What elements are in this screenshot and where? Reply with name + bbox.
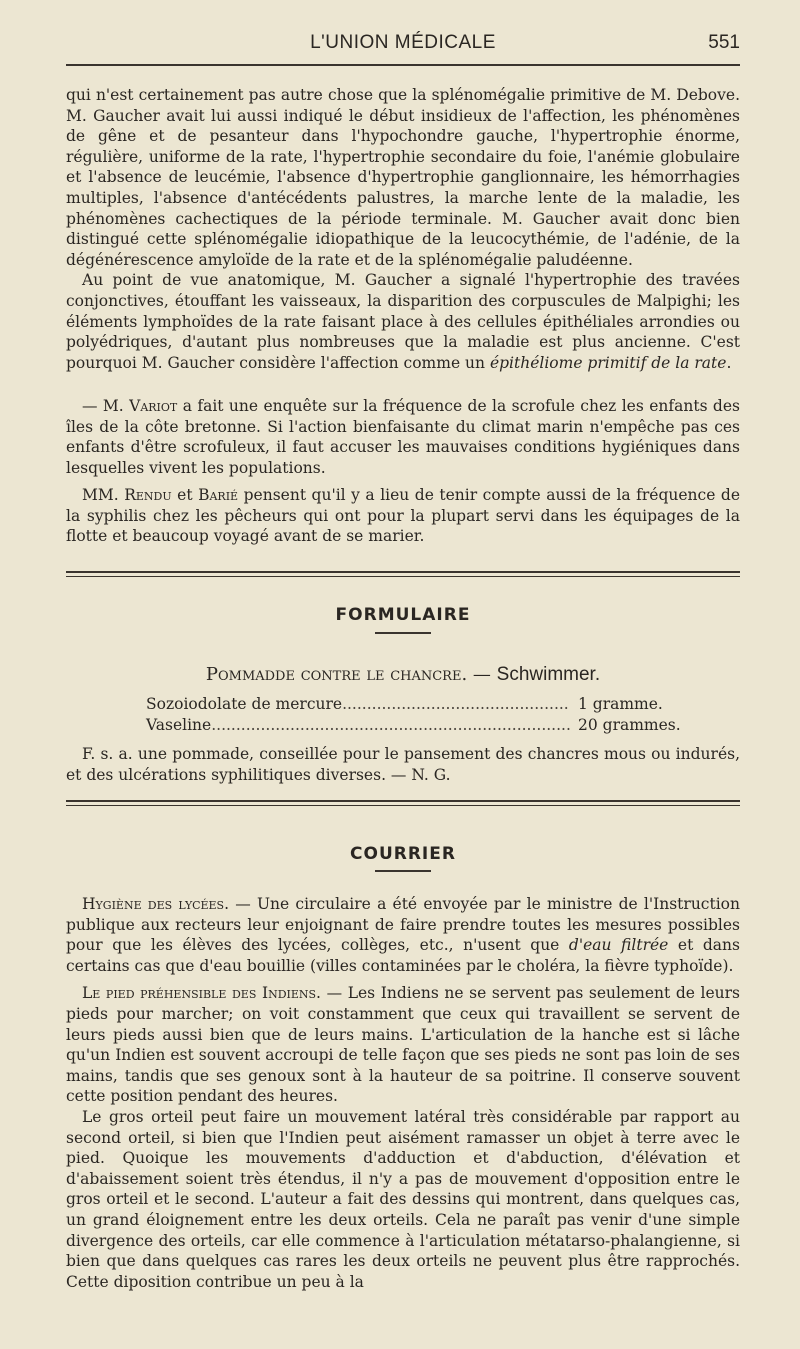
courrier-underline — [375, 870, 431, 872]
paragraph-rendu-block — [66, 485, 740, 547]
formulaire-underline — [375, 632, 431, 634]
dot-leader — [342, 695, 570, 713]
hygiene-text-end: et dans certains cas que d'eau bouillie (villes contaminées par le choléra, la fièvre typhoïde). — [66, 936, 740, 975]
formulaire-heading: FORMULAIRE — [335, 605, 471, 625]
hygiene-label: Hygiène des lycées. — [82, 895, 230, 913]
courrier-heading: COURRIER — [350, 844, 456, 864]
formula-title — [66, 664, 740, 686]
barie-name: Barié — [198, 486, 239, 504]
ingredient-name: Vaseline — [146, 716, 212, 734]
article-continuation — [66, 85, 740, 373]
ingredient-row — [146, 695, 666, 713]
paragraph-splenomegaly: qui n'est certainement pas autre chose que la splénomégalie primitive de M. Debove. M. Gaucher avait lui aussi indiqué le début insidieux de l'affection, les phénomènes de gêne et de pesanteur dans l'hypochondre gauche, l'hypertrophie énorme, régulière, uniforme de la rate, l'hypertrophie secondaire du foie, l'anémie globulaire et l'absence de leucémie, l'absence d'hypertrophie ganglionnaire, les hémorrhagies multiples, l'absence d'antécédents palustres, la marche lente de la maladie, les phénomènes cachectiques de la période terminale. M. Gaucher avait donc bien distingué cette splénomégalie idiopathique de la leucocythémie, de l'adénie, de la dégénérescence amyloïde de la rate et de la splénomégalie paludéenne. — [66, 86, 740, 269]
rendu-text: pensent qu'il y a lieu de tenir compte aussi de la fréquence de la syphilis chez les pêcheurs qui ont pour la plupart servi dans les équipages de la flotte et beaucoup voyagé avant de se marier. — [66, 486, 741, 546]
paragraph-orteil: Le gros orteil peut faire un mouvement latéral très considérable par rapport au second orteil, si bien que l'Indien peut aisément ramasser un objet à terre avec le pied. Quoique les mouvements d'adduction et d'abduction, d'élévation et d'abaissement soient très étendus, il n'y a pas de mouvement d'opposition entre le gros orteil et le second. L'auteur a fait des dessins qui montrent, dans quelques cas, un grand éloignement entre les deux orteils. Cela ne paraît pas venir d'une simple divergence des orteils, car elle commence à l'articulation métatarso-phalangienne, si bien que dans quelques cas rares les deux orteils ne peuvent plus être rapprochés. Cette diposition contribue un peu à la — [66, 1107, 740, 1291]
formula-dash: — — [472, 664, 491, 685]
formula-note-block — [66, 744, 740, 785]
hygiene-text: — Une circulaire a été envoyée par le ministre de l'Instruction publique aux recteurs leur enjoignant de faire prendre toutes les mesures possibles pour que les élèves des lycées, collèges, etc., n'usent que — [66, 895, 740, 955]
paragraph-anatomy-italic: épithéliome primitif de la rate — [489, 353, 727, 372]
paragraph-variot-block — [66, 396, 740, 478]
paragraph-anatomy — [66, 270, 740, 373]
rendu-connector: et — [177, 486, 193, 504]
hygiene-italic: d'eau filtrée — [568, 936, 669, 955]
ingredient-quantity: 20 grammes. — [578, 716, 681, 734]
formula-name: Pommadde contre le chancre. — [205, 664, 468, 685]
paragraph-hygiene — [66, 894, 740, 976]
paragraph-anatomy-end: . — [726, 353, 732, 372]
variot-name: Variot — [129, 397, 178, 415]
page-number: 551 — [708, 32, 740, 53]
page-header — [66, 30, 740, 62]
variot-text: a fait une enquête sur la fréquence de la scrofule chez les enfants des îles de la côte bretonne. Si l'action bienfaisante du climat marin n'empêche pas ces enfants d'être scrofuleux, il faut accuser les mauvaises conditions hygiéniques dans lesquelles vivent les populations. — [66, 397, 740, 477]
rendu-name: Rendu — [124, 486, 172, 504]
journal-title: L'UNION MÉDICALE — [310, 32, 496, 53]
header-rule — [66, 64, 740, 66]
section-divider — [66, 800, 740, 806]
paragraph-pied — [66, 983, 740, 1107]
rendu-prefix: MM. — [82, 486, 119, 504]
pied-label: Le pied préhensible des Indiens. — [82, 984, 321, 1003]
paragraph-anatomy-text: Au point de vue anatomique, M. Gaucher a signalé l'hypertrophie des travées conjonctives, étouffant les vaisseaux, la disparition des corpuscules de Malpighi; les éléments lymphoïdes de la rate faisant place à des cellules épithéliales arrondies ou polyédriques, d'autant plus nombreuses que la maladie est plus ancienne. C'est pourquoi M. Gaucher considère l'affection comme un — [66, 271, 740, 372]
dot-leader — [211, 716, 570, 734]
ingredient-quantity: 1 gramme. — [578, 695, 663, 713]
ingredient-name: Sozoiodolate de mercure — [146, 695, 343, 713]
courrier-body — [66, 894, 740, 1292]
section-divider — [66, 571, 740, 577]
paragraph-rendu — [66, 485, 740, 547]
formula-note: F. s. a. une pommade, conseillée pour le pansement des chancres mous ou indurés, et des ulcérations syphilitiques diverses. — N. G. — [66, 745, 740, 784]
formula-author: Schwimmer. — [496, 664, 601, 685]
paragraph-variot — [66, 396, 740, 478]
pied-text: — Les Indiens ne se servent pas seulement de leurs pieds pour marcher; on voit constamment que ceux qui travaillent se servent de leurs pieds aussi bien que de leurs mains. L'articulation de la hanche est si lâche qu'un Indien est souvent accroupi de telle façon que ses pieds ne sont pas loin de ses mains, tandis que ses genoux sont à la hauteur de sa poitrine. Il conserve souvent cette position pendant des heures. — [66, 984, 740, 1106]
ingredient-row — [146, 716, 681, 734]
variot-prefix: — M. — [82, 397, 124, 415]
